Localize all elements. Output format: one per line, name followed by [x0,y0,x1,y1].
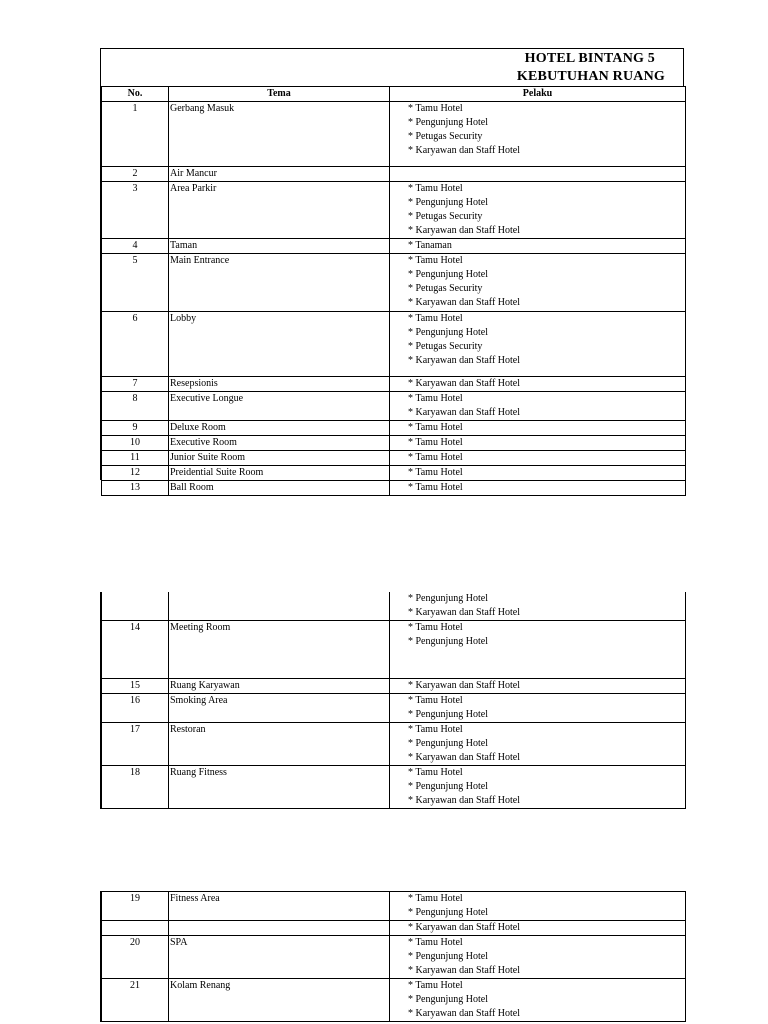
cell-no: 19 [102,892,169,921]
pelaku-item: * Tamu Hotel [408,103,463,114]
cell-no: 2 [102,167,169,182]
pelaku-item: * Tamu Hotel [408,467,463,478]
pelaku-item: * Petugas Security [408,211,483,222]
pelaku-item [408,167,685,181]
pelaku-item: * Tamu Hotel [408,422,463,433]
cell-pelaku [390,167,686,182]
pelaku-item: * Pengunjung Hotel [408,738,488,749]
space-requirements-table-1 [101,86,686,496]
cell-pelaku [390,312,686,377]
table-row [102,421,686,436]
pelaku-item: * Karyawan dan Staff Hotel [408,922,521,933]
pelaku-item: * Petugas Security [408,283,483,294]
cell-no: 21 [102,979,169,1022]
cell-tema: SPA [169,936,390,979]
table-row [102,766,686,809]
pelaku-item: * Karyawan dan Staff Hotel [408,407,521,418]
table-body-3 [102,892,686,1022]
cell-pelaku [390,421,686,436]
pelaku-item: * Pengunjung Hotel [408,781,488,792]
pelaku-item: * Karyawan dan Staff Hotel [408,355,521,366]
pelaku-item: * Tamu Hotel [408,482,463,493]
cell-pelaku [390,936,686,979]
pelaku-item: * Karyawan dan Staff Hotel [408,225,521,236]
cell-tema: Kolam Renang [169,979,390,1022]
cell-pelaku [390,254,686,312]
table-row [102,102,686,167]
cell-no: 11 [102,451,169,466]
pelaku-item: * Tamu Hotel [408,437,463,448]
header-no: No. [102,87,169,102]
cell-no: 17 [102,723,169,766]
cell-tema: Meeting Room [169,621,390,679]
pelaku-item: * Tamu Hotel [408,980,463,991]
pelaku-item: * Tamu Hotel [408,452,463,463]
cell-pelaku [390,694,686,723]
table-row [102,436,686,451]
table-row [102,182,686,239]
pelaku-item: * Karyawan dan Staff Hotel [408,378,521,389]
pelaku-item: * Tamu Hotel [408,183,463,194]
cell-pelaku [390,377,686,392]
cell-pelaku [390,392,686,421]
pelaku-item: * Tamu Hotel [408,255,463,266]
cell-no: 18 [102,766,169,809]
cell-pelaku [390,451,686,466]
cell-tema: Ruang Karyawan [169,679,390,694]
table-row [102,254,686,312]
pelaku-item: * Petugas Security [408,341,483,352]
table-row [102,679,686,694]
pelaku-item: * Karyawan dan Staff Hotel [408,145,521,156]
table-row [102,979,686,1022]
table-row [102,481,686,496]
pelaku-item: * Pengunjung Hotel [408,951,488,962]
pelaku-item: * Karyawan dan Staff Hotel [408,1008,521,1019]
pelaku-item: * Tamu Hotel [408,767,463,778]
cell-pelaku [390,921,686,936]
table-row [102,451,686,466]
table-row [102,723,686,766]
cell-no [102,592,169,621]
cell-no: 14 [102,621,169,679]
pelaku-item: * Tamu Hotel [408,937,463,948]
cell-tema: Deluxe Room [169,421,390,436]
cell-pelaku [390,436,686,451]
cell-pelaku [390,239,686,254]
pelaku-item: * Petugas Security [408,131,483,142]
pelaku-item: * Pengunjung Hotel [408,636,488,647]
table-row [102,392,686,421]
cell-no [102,921,169,936]
table-row [102,936,686,979]
table-section-3 [100,891,686,1022]
header-tema: Tema [169,87,390,102]
cell-pelaku [390,766,686,809]
title-line-2: KEBUTUHAN RUANG [516,69,665,84]
cell-tema: Air Mancur [169,167,390,182]
cell-no: 6 [102,312,169,377]
table-row [102,466,686,481]
header-pelaku: Pelaku [390,87,686,102]
pelaku-item: * Pengunjung Hotel [408,907,488,918]
pelaku-item: * Pengunjung Hotel [408,269,488,280]
cell-tema: Junior Suite Room [169,451,390,466]
pelaku-item: * Pengunjung Hotel [408,117,488,128]
table-row [102,592,686,621]
pelaku-item: * Karyawan dan Staff Hotel [408,607,521,618]
cell-tema: Smoking Area [169,694,390,723]
pelaku-item: * Karyawan dan Staff Hotel [408,680,521,691]
table-row [102,312,686,377]
cell-pelaku [390,481,686,496]
table-row [102,239,686,254]
cell-tema: Lobby [169,312,390,377]
table-section-2 [100,592,686,809]
pelaku-item: * Pengunjung Hotel [408,327,488,338]
pelaku-item: * Tamu Hotel [408,622,463,633]
title-line-1: HOTEL BINTANG 5 [524,51,655,66]
cell-pelaku [390,182,686,239]
pelaku-item: * Pengunjung Hotel [408,994,488,1005]
cell-tema: Ball Room [169,481,390,496]
table-row [102,694,686,723]
cell-tema: Taman [169,239,390,254]
cell-tema: Fitness Area [169,892,390,921]
cell-tema: Main Entrance [169,254,390,312]
cell-pelaku [390,892,686,921]
pelaku-item [408,649,685,663]
cell-no: 9 [102,421,169,436]
pelaku-item: * Pengunjung Hotel [408,197,488,208]
pelaku-item: * Karyawan dan Staff Hotel [408,965,521,976]
pelaku-item: * Tamu Hotel [408,893,463,904]
title-box [100,48,684,86]
pelaku-item: * Karyawan dan Staff Hotel [408,752,521,763]
cell-pelaku [390,679,686,694]
cell-no: 8 [102,392,169,421]
cell-tema: Preidential Suite Room [169,466,390,481]
cell-pelaku [390,979,686,1022]
cell-no: 1 [102,102,169,167]
cell-no: 7 [102,377,169,392]
cell-no: 16 [102,694,169,723]
table-header-row [102,87,686,102]
cell-tema: Gerbang Masuk [169,102,390,167]
cell-no: 20 [102,936,169,979]
table-row [102,377,686,392]
cell-no: 5 [102,254,169,312]
table-row [102,921,686,936]
table-body-2 [102,592,686,809]
table-body-1 [102,102,686,496]
pelaku-item: * Tanaman [408,240,452,251]
cell-tema: Restoran [169,723,390,766]
pelaku-item: * Tamu Hotel [408,393,463,404]
cell-pelaku [390,592,686,621]
space-requirements-table-3 [101,891,686,1022]
cell-no: 10 [102,436,169,451]
cell-pelaku [390,723,686,766]
pelaku-item: * Tamu Hotel [408,695,463,706]
table-row [102,167,686,182]
cell-tema: Area Parkir [169,182,390,239]
pelaku-item: * Karyawan dan Staff Hotel [408,297,521,308]
table-row [102,892,686,921]
table-section-1 [100,86,686,493]
cell-tema: Executive Longue [169,392,390,421]
pelaku-item: * Pengunjung Hotel [408,709,488,720]
cell-tema [169,592,390,621]
pelaku-item: * Pengunjung Hotel [408,593,488,604]
cell-no: 13 [102,481,169,496]
cell-tema: Resepsionis [169,377,390,392]
pelaku-item [408,663,685,677]
cell-no: 12 [102,466,169,481]
cell-pelaku [390,466,686,481]
cell-pelaku [390,621,686,679]
cell-no: 4 [102,239,169,254]
pelaku-item: * Karyawan dan Staff Hotel [408,795,521,806]
cell-pelaku [390,102,686,167]
table-row [102,621,686,679]
cell-no: 3 [102,182,169,239]
cell-tema: Executive Room [169,436,390,451]
pelaku-item: * Tamu Hotel [408,724,463,735]
cell-tema: Ruang Fitness [169,766,390,809]
cell-tema [169,921,390,936]
pelaku-item: * Tamu Hotel [408,313,463,324]
cell-no: 15 [102,679,169,694]
space-requirements-table-2 [101,592,686,809]
